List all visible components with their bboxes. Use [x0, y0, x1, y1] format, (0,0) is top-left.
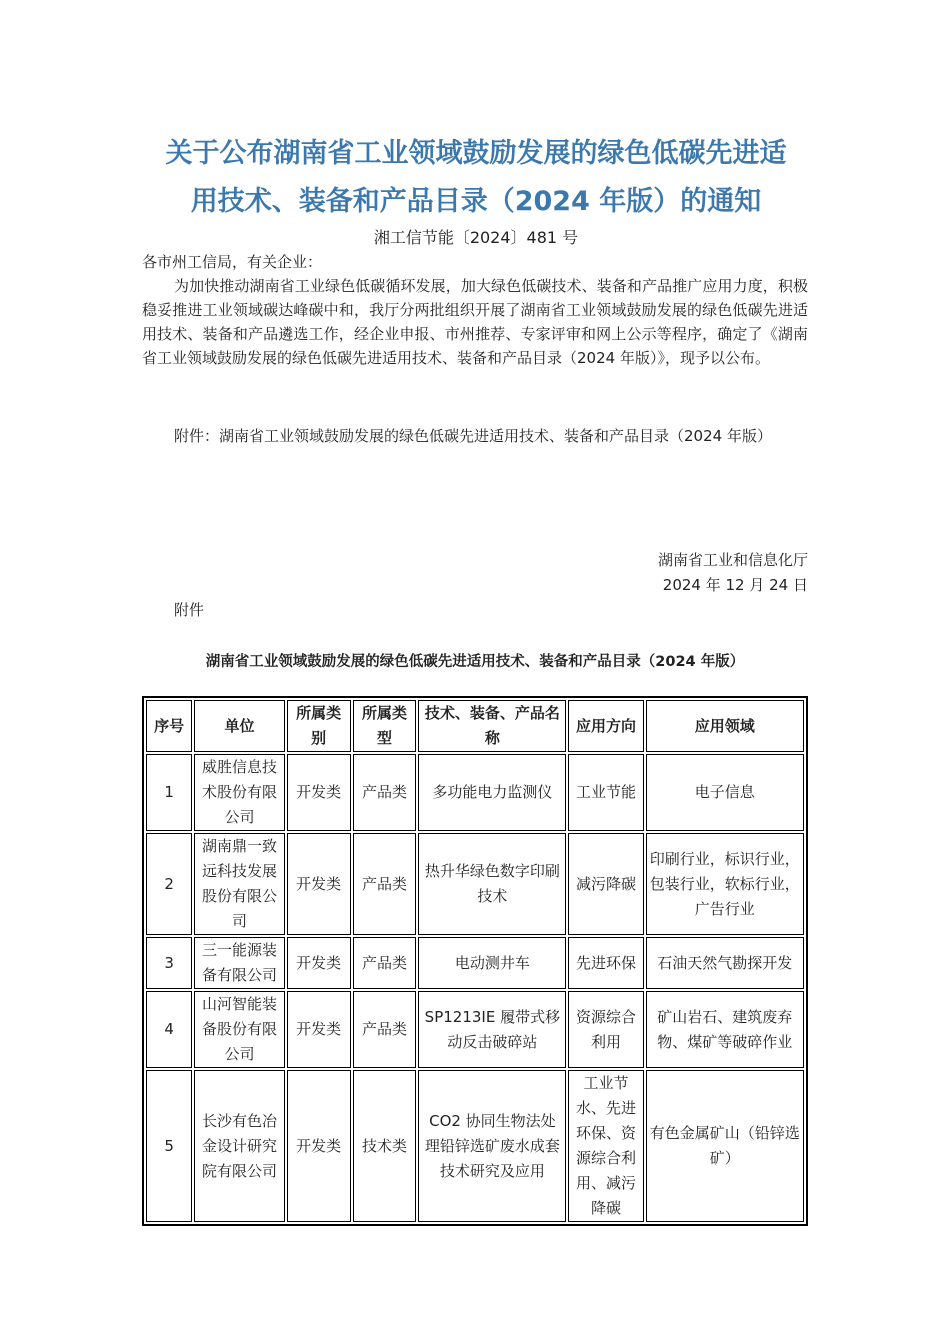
cell-category: 开发类: [287, 991, 351, 1068]
table-row: [146, 937, 804, 989]
catalog-table: [142, 696, 808, 1226]
cell-name: 多功能电力监测仪: [418, 754, 566, 831]
cell-company: 威胜信息技术股份有限公司: [194, 754, 285, 831]
table-row: [146, 991, 804, 1068]
cell-type: 产品类: [353, 991, 417, 1068]
cell-direction: 资源综合利用: [568, 991, 643, 1068]
document-number: 湘工信节能〔2024〕481 号: [373, 228, 579, 247]
cell-index: 2: [146, 833, 192, 935]
cell-type: 产品类: [353, 833, 417, 935]
cell-field: 石油天然气勘探开发: [646, 937, 804, 989]
cell-category: 开发类: [287, 833, 351, 935]
cell-field: 印刷行业，标识行业，包装行业，软标行业，广告行业: [646, 833, 804, 935]
table-header-row: [146, 700, 804, 752]
header-type: 所属类型: [353, 700, 417, 752]
issuer: 湖南省工业和信息化厅: [657, 551, 808, 569]
cell-category: 开发类: [287, 754, 351, 831]
title-line-2: 用技术、装备和产品目录（2024 年版）的通知: [190, 186, 762, 217]
cell-field: 有色金属矿山（铅锌选矿）: [646, 1070, 804, 1222]
header-direction: 应用方向: [568, 700, 643, 752]
cell-field: 矿山岩石、建筑废弃物、煤矿等破碎作业: [646, 991, 804, 1068]
cell-name: 电动测井车: [418, 937, 566, 989]
cell-direction: 先进环保: [568, 937, 643, 989]
header-company: 单位: [194, 700, 285, 752]
cell-index: 3: [146, 937, 192, 989]
cell-name: 热升华绿色数字印刷技术: [418, 833, 566, 935]
cell-index: 1: [146, 754, 192, 831]
table-title: 湖南省工业领域鼓励发展的绿色低碳先进适用技术、装备和产品目录（2024 年版）: [205, 654, 745, 670]
cell-direction: 工业节水、先进环保、资源综合利用、减污降碳: [568, 1070, 643, 1222]
table-row: [146, 1070, 804, 1222]
table-row: [146, 833, 804, 935]
attachment-line: 附件：湖南省工业领域鼓励发展的绿色低碳先进适用技术、装备和产品目录（2024 年版）: [174, 427, 772, 445]
cell-type: 产品类: [353, 937, 417, 989]
cell-field: 电子信息: [646, 754, 804, 831]
cell-name: SP1213IE 履带式移动反击破碎站: [418, 991, 566, 1068]
issue-date: 2024 年 12 月 24 日: [662, 576, 808, 594]
cell-name: CO2 协同生物法处理铅锌选矿废水成套技术研究及应用: [418, 1070, 566, 1222]
body-paragraph: 为加快推动湖南省工业绿色低碳循环发展，加大绿色低碳技术、装备和产品推广应用力度，积极稳妥推进工业领域碳达峰碳中和，我厅分两批组织开展了湖南省工业领域鼓励发展的绿色低碳先进适用技术、装备和产品遴选工作，经企业申报、市州推荐、专家评审和网上公示等程序，确定了《湖南省工业领域鼓励发展的绿色低碳先进适用技术、装备和产品目录（2024 年版）》，现予以公布。: [142, 277, 808, 367]
header-index: 序号: [146, 700, 192, 752]
table-row: [146, 754, 804, 831]
cell-index: 4: [146, 991, 192, 1068]
salutation: 各市州工信局，有关企业：: [142, 253, 323, 271]
cell-company: 三一能源装备有限公司: [194, 937, 285, 989]
cell-type: 产品类: [353, 754, 417, 831]
cell-company: 长沙有色冶金设计研究院有限公司: [194, 1070, 285, 1222]
document-title: [142, 130, 810, 226]
cell-type: 技术类: [353, 1070, 417, 1222]
cell-company: 湖南鼎一致远科技发展股份有限公司: [194, 833, 285, 935]
cell-company: 山河智能装备股份有限公司: [194, 991, 285, 1068]
header-category: 所属类别: [287, 700, 351, 752]
cell-category: 开发类: [287, 1070, 351, 1222]
attachment-label: 附件: [174, 601, 205, 619]
cell-direction: 工业节能: [568, 754, 643, 831]
cell-index: 5: [146, 1070, 192, 1222]
header-name: 技术、装备、产品名称: [418, 700, 566, 752]
title-line-1: 关于公布湖南省工业领域鼓励发展的绿色低碳先进适: [165, 138, 787, 169]
cell-direction: 减污降碳: [568, 833, 643, 935]
cell-category: 开发类: [287, 937, 351, 989]
header-field: 应用领域: [646, 700, 804, 752]
